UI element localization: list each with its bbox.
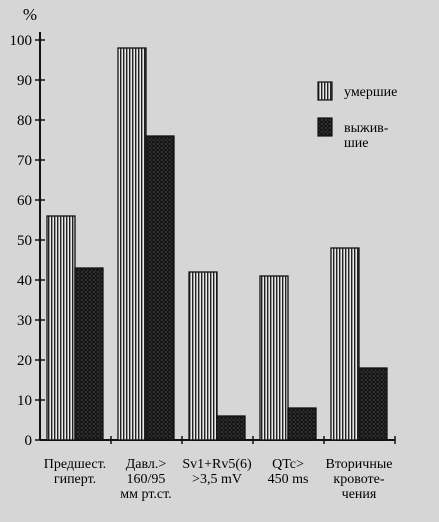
bar-survived bbox=[288, 408, 316, 440]
y-tick-label: 40 bbox=[17, 273, 32, 289]
legend-label: умершие bbox=[344, 85, 398, 100]
category-label: Sv1+Rv5(6) bbox=[182, 457, 252, 472]
category-label: чения bbox=[341, 487, 377, 502]
bar-died bbox=[47, 216, 75, 440]
category-label: гиперт. bbox=[53, 472, 97, 487]
category-label: Вторичные bbox=[325, 457, 393, 472]
bar-survived bbox=[217, 416, 245, 440]
bar-died bbox=[118, 48, 146, 440]
bar-survived bbox=[75, 268, 103, 440]
y-unit-label: % bbox=[22, 5, 38, 24]
bar-survived bbox=[359, 368, 387, 440]
category-label: >3,5 mV bbox=[192, 472, 242, 487]
category-labels bbox=[44, 457, 393, 502]
y-tick-label: 0 bbox=[24, 433, 32, 449]
bars bbox=[47, 48, 387, 440]
bar-died bbox=[331, 248, 359, 440]
bar-died bbox=[189, 272, 217, 440]
y-tick-label: 10 bbox=[17, 393, 32, 409]
y-tick-label: 100 bbox=[9, 33, 32, 49]
legend-swatch bbox=[318, 82, 332, 100]
category-label: кровоте- bbox=[333, 472, 385, 487]
bar-survived bbox=[146, 136, 174, 440]
category-label: 450 ms bbox=[267, 472, 309, 487]
category-label: Предшест. bbox=[43, 457, 107, 472]
category-label: мм рт.ст. bbox=[120, 487, 172, 502]
legend-label: выжив-шие bbox=[344, 121, 389, 151]
y-tick-label: 80 bbox=[17, 113, 32, 129]
legend bbox=[318, 82, 397, 151]
category-label: QTc> bbox=[272, 457, 304, 472]
y-tick-label: 20 bbox=[17, 353, 32, 369]
y-tick-label: 30 bbox=[17, 313, 32, 329]
y-tick-label: 60 bbox=[17, 193, 32, 209]
y-tick-label: 90 bbox=[17, 73, 32, 89]
category-label: 160/95 bbox=[126, 472, 166, 487]
y-tick-label: 70 bbox=[17, 153, 32, 169]
bar-died bbox=[260, 276, 288, 440]
y-tick-label: 50 bbox=[17, 233, 32, 249]
category-label: Давл.> bbox=[125, 457, 167, 472]
legend-swatch bbox=[318, 118, 332, 136]
